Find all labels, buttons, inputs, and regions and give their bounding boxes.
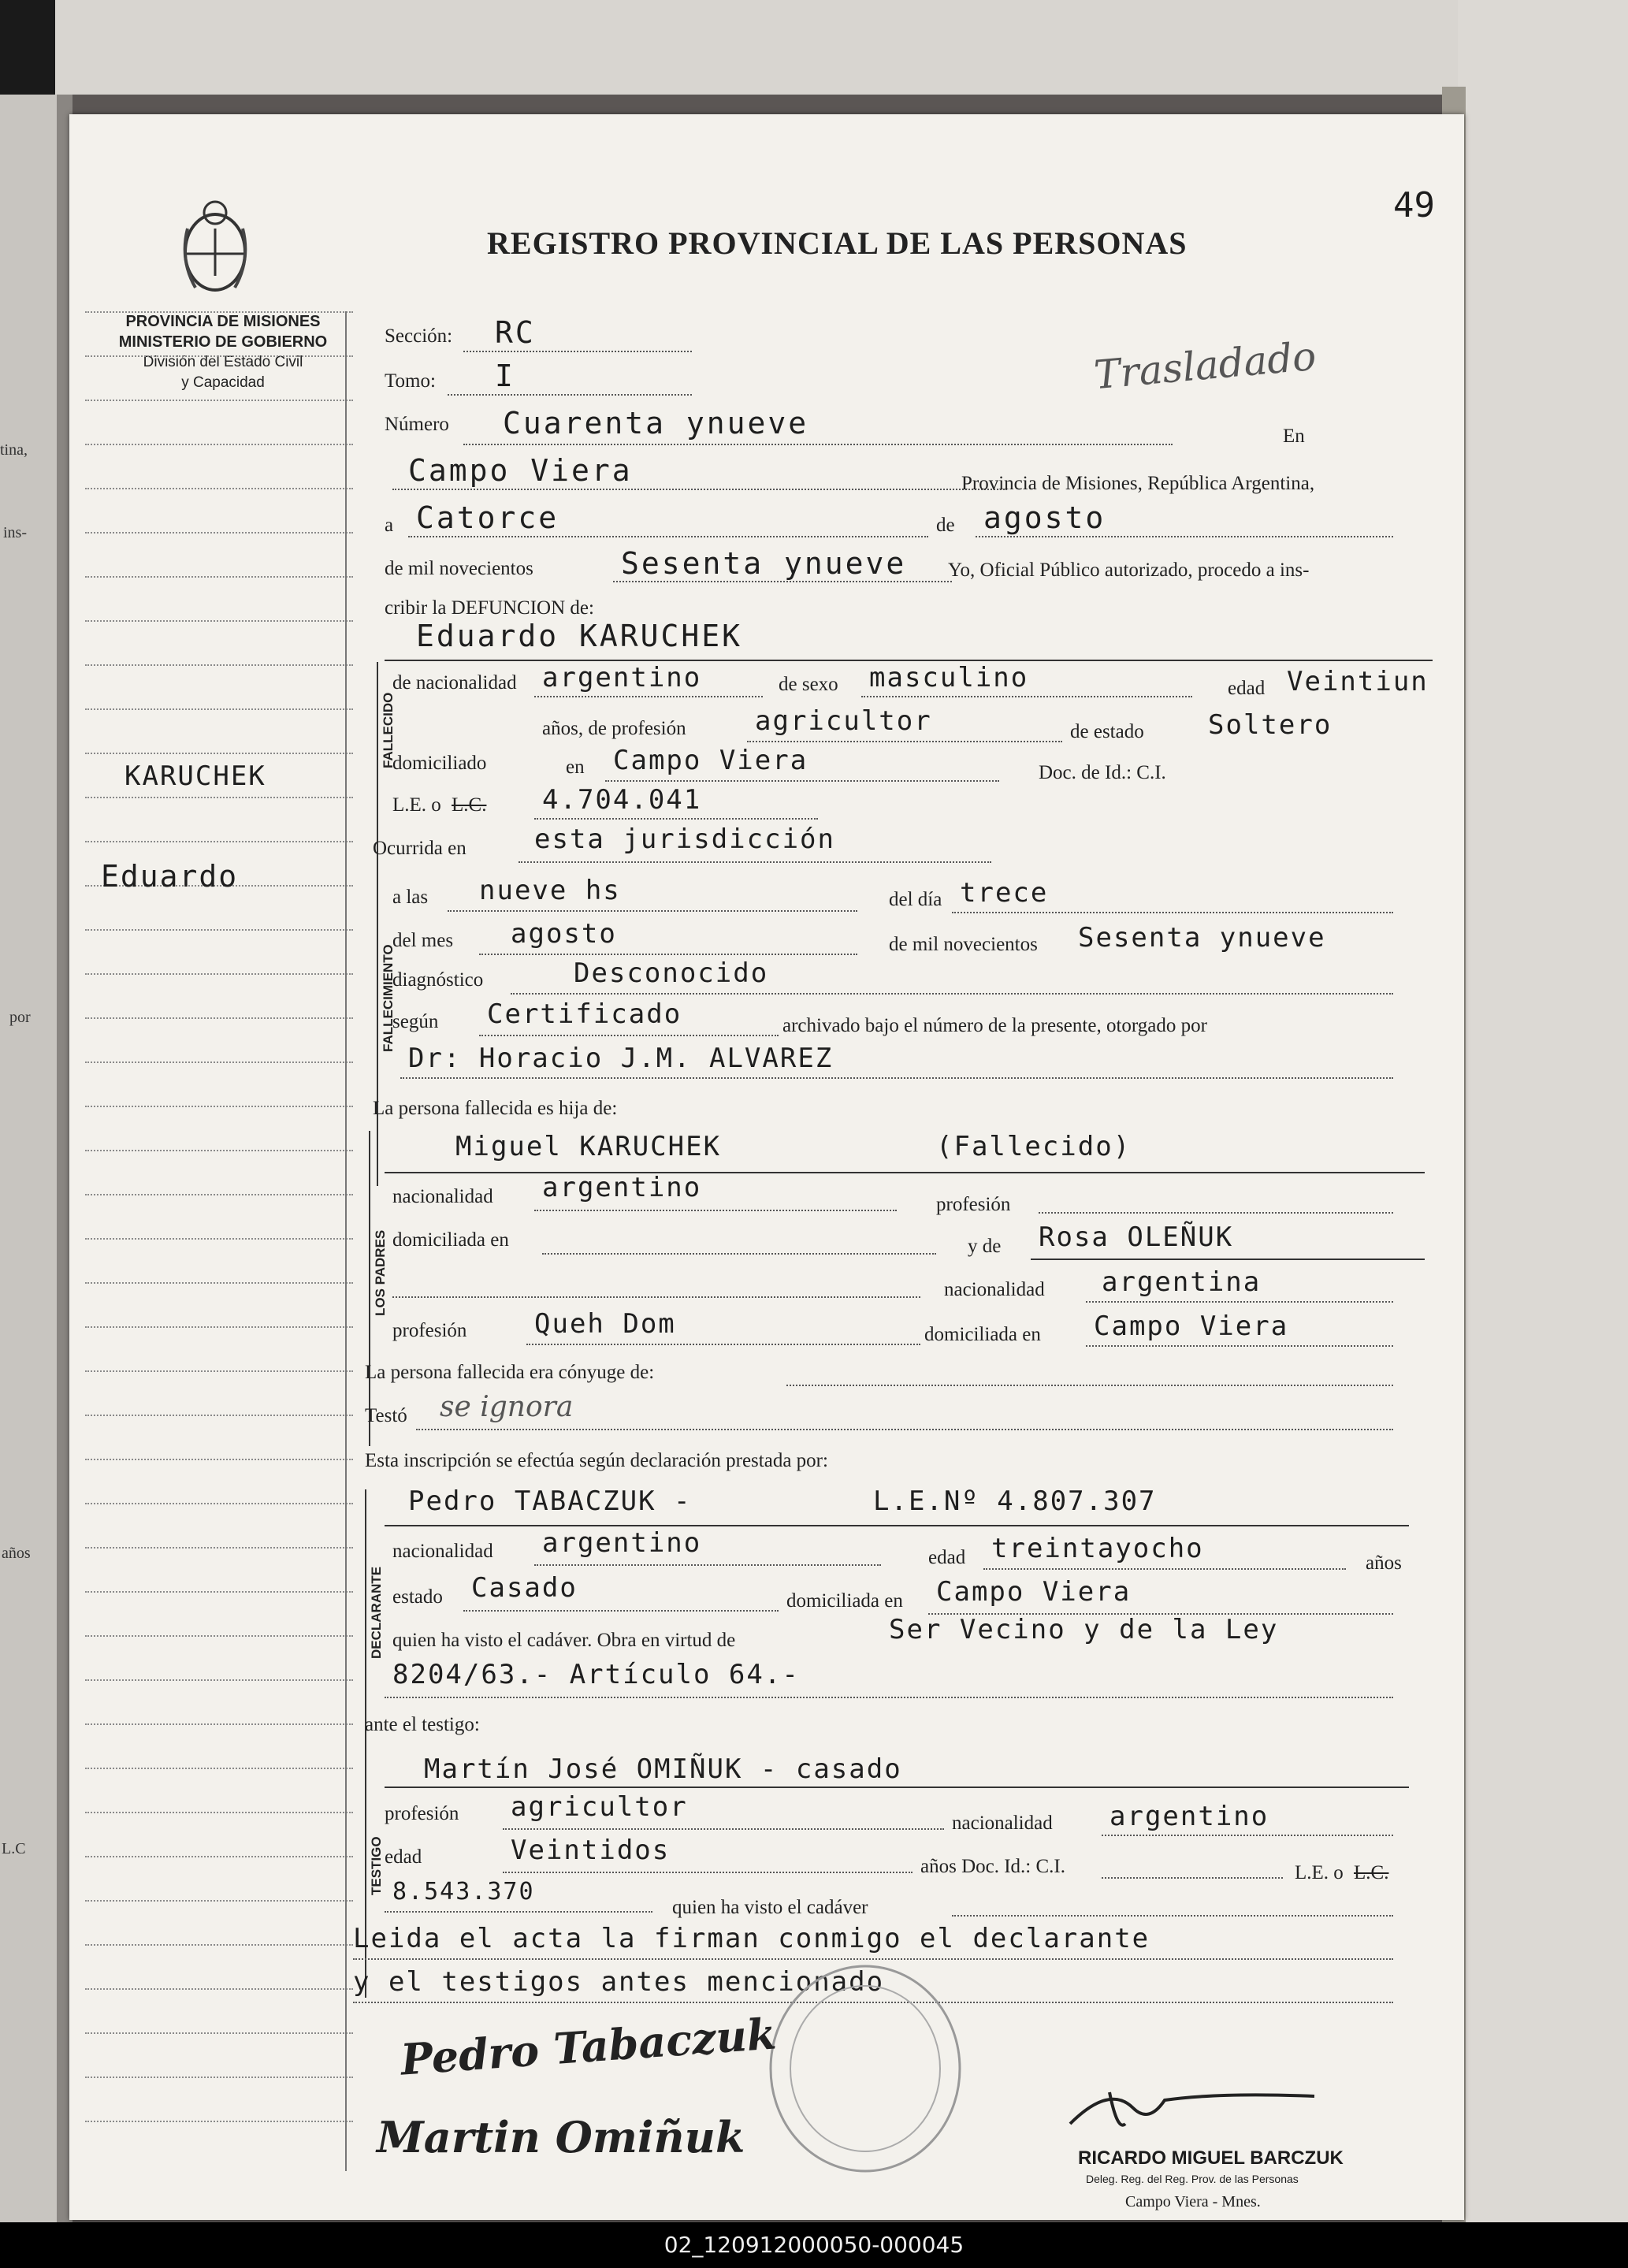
padre-nota: (Fallecido) bbox=[936, 1131, 1132, 1162]
anio-value: Sesenta ynueve bbox=[1078, 922, 1326, 954]
declarante-estado-label: estado bbox=[392, 1586, 443, 1608]
declarante-domiciliada-label: domiciliada en bbox=[786, 1590, 903, 1612]
mes-value: agosto bbox=[511, 918, 617, 950]
page-title: REGISTRO PROVINCIAL DE LAS PERSONAS bbox=[487, 225, 1188, 261]
domiciliado-label: domiciliado bbox=[392, 753, 487, 774]
margin-line bbox=[85, 841, 353, 842]
testigo-edad: Veintidos bbox=[511, 1835, 671, 1866]
declarante-domicilio: Campo Viera bbox=[936, 1576, 1132, 1608]
madre-domicilio-label: domiciliada en bbox=[924, 1324, 1041, 1345]
en-label: En bbox=[1283, 426, 1305, 447]
le-value: 4.704.041 bbox=[542, 784, 702, 816]
org-line: PROVINCIA DE MISIONES bbox=[125, 313, 321, 330]
declarante-nombre: Pedro TABACZUK - bbox=[408, 1485, 692, 1517]
y-de-label: y de bbox=[968, 1236, 1002, 1257]
ocurrida-value: esta jurisdicción bbox=[534, 824, 835, 855]
nacionalidad-label: de nacionalidad bbox=[392, 672, 517, 693]
edad-label: edad bbox=[1228, 678, 1266, 699]
testigo-edad-label: edad bbox=[385, 1846, 422, 1868]
inscribir-text: cribir la DEFUNCION de: bbox=[385, 597, 594, 619]
margin-line bbox=[85, 973, 353, 975]
org-line: y Capacidad bbox=[181, 374, 265, 391]
margin-line bbox=[85, 1326, 353, 1328]
margin-line bbox=[85, 1944, 353, 1946]
margin-line bbox=[85, 1150, 353, 1151]
madre-profesion-label: profesión bbox=[392, 1320, 467, 1341]
provincia-text: Provincia de Misiones, República Argentina, bbox=[961, 473, 1315, 494]
declarante-section-label: DECLARANTE bbox=[369, 1566, 384, 1659]
oficial-lugar: Campo Viera - Mnes. bbox=[1125, 2193, 1261, 2210]
diagnostico-value: Desconocido bbox=[574, 957, 769, 989]
stamp-trasladado: Trasladado bbox=[1092, 333, 1318, 399]
margin-line bbox=[85, 1194, 353, 1195]
margin-line bbox=[85, 1061, 353, 1063]
testigo-le-value: 8.543.370 bbox=[392, 1878, 535, 1905]
padres-section-label: LOS PADRES bbox=[373, 1229, 388, 1316]
medico-value: Dr: Horacio J.M. ALVAREZ bbox=[408, 1043, 834, 1074]
profesion-label: profesión bbox=[936, 1194, 1011, 1215]
padres-intro: La persona fallecida es hija de: bbox=[373, 1098, 618, 1119]
margin-line bbox=[85, 620, 353, 622]
left-fragment: años bbox=[2, 1545, 31, 1562]
margin-line bbox=[85, 753, 353, 754]
madre-profesion: Queh Dom bbox=[534, 1308, 676, 1340]
margin-line bbox=[85, 2077, 353, 2078]
nacionalidad-value: argentino bbox=[542, 662, 702, 693]
domicilio-value: Campo Viera bbox=[613, 745, 808, 776]
estado-value: Soltero bbox=[1208, 709, 1333, 741]
virtud-2: 8204/63.- Artículo 64.- bbox=[392, 1659, 800, 1690]
de-label: de bbox=[936, 515, 955, 536]
margin-line bbox=[85, 488, 353, 489]
org-line: División del Estado Civil bbox=[143, 354, 303, 370]
tomo-label: Tomo: bbox=[385, 370, 436, 392]
left-page-edge bbox=[0, 95, 57, 2222]
mes-value: agosto bbox=[983, 500, 1106, 535]
file-id-bar: 02_120912000050-000045 bbox=[0, 2222, 1628, 2268]
domiciliada-label: domiciliada en bbox=[392, 1229, 509, 1251]
nacionalidad-label: nacionalidad bbox=[392, 1186, 493, 1207]
madre-domicilio: Campo Viera bbox=[1094, 1311, 1289, 1342]
margin-line bbox=[85, 1635, 353, 1637]
margin-line bbox=[85, 1679, 353, 1681]
padre-nombre: Miguel KARUCHEK bbox=[455, 1131, 722, 1162]
doc-label: Doc. de Id.: C.I. bbox=[1039, 762, 1166, 783]
diagnostico-label: diagnóstico bbox=[392, 969, 484, 991]
sexo-value: masculino bbox=[869, 662, 1029, 693]
testo-label: Testó bbox=[365, 1405, 407, 1426]
margin-line bbox=[85, 355, 353, 357]
margin-line bbox=[85, 1547, 353, 1549]
margin-line bbox=[85, 1900, 353, 1902]
testigo-cadaver-text: quien ha visto el cadáver bbox=[672, 1897, 868, 1918]
del-dia-label: del día bbox=[889, 889, 942, 910]
testigo-section-label: TESTIGO bbox=[369, 1836, 384, 1895]
sexo-label: de sexo bbox=[779, 674, 838, 695]
cadaver-text: quien ha visto el cadáver. Obra en virtud de bbox=[392, 1630, 736, 1651]
margin-name: Eduardo bbox=[101, 859, 239, 894]
margin-line bbox=[85, 311, 353, 313]
numero-label: Número bbox=[385, 414, 449, 435]
cierre-linea-2: y el testigos antes mencionado bbox=[353, 1966, 885, 1998]
hora-value: nueve hs bbox=[479, 875, 621, 906]
madre-nacionalidad: argentina bbox=[1102, 1266, 1262, 1298]
fallecimiento-section-label: FALLECIMIENTO bbox=[381, 944, 396, 1052]
oficial-nombre: RICARDO MIGUEL BARCZUK bbox=[1078, 2147, 1344, 2169]
a-las-label: a las bbox=[392, 887, 429, 908]
conyuge-label: La persona fallecida era cónyuge de: bbox=[365, 1362, 655, 1383]
testigo-le-label: L.E. o bbox=[1295, 1862, 1344, 1883]
declarante-edad: treintayocho bbox=[991, 1533, 1204, 1564]
official-seal-icon bbox=[763, 1958, 968, 2179]
margin-line bbox=[85, 532, 353, 534]
archivado-text: archivado bajo el número de la presente, otorgado por bbox=[782, 1015, 1207, 1036]
margin-line bbox=[85, 1723, 353, 1725]
margin-line bbox=[85, 1856, 353, 1857]
margin-rule bbox=[345, 311, 347, 2171]
testigo-nombre: Martín José OMIÑUK - casado bbox=[424, 1753, 902, 1785]
le-label: L.E. o bbox=[392, 794, 441, 816]
madre-nacionalidad-label: nacionalidad bbox=[944, 1279, 1045, 1300]
org-block bbox=[101, 311, 345, 393]
numero-value: Cuarenta ynueve bbox=[503, 406, 809, 441]
declarante-nacionalidad-label: nacionalidad bbox=[392, 1541, 493, 1562]
testigo-nacionalidad-label: nacionalidad bbox=[952, 1813, 1053, 1834]
signature-oficial-icon bbox=[1062, 2077, 1322, 2140]
dia-value: Catorce bbox=[416, 500, 559, 535]
left-fragment: L.C bbox=[2, 1840, 26, 1857]
margin-line bbox=[85, 1415, 353, 1416]
margin-line bbox=[85, 1768, 353, 1769]
margin-line bbox=[85, 576, 353, 578]
margin-line bbox=[85, 1591, 353, 1593]
margin-line bbox=[85, 1459, 353, 1460]
left-fragment: ins- bbox=[3, 524, 27, 541]
margin-line bbox=[85, 797, 353, 798]
margin-line bbox=[85, 1503, 353, 1504]
seccion-label: Sección: bbox=[385, 325, 453, 347]
declarante-intro: Esta inscripción se efectúa según declaración prestada por: bbox=[365, 1450, 828, 1471]
anios-label: años bbox=[1366, 1552, 1402, 1574]
segun-value: Certificado bbox=[487, 998, 682, 1030]
margin-surname: KARUCHEK bbox=[125, 760, 266, 792]
estado-label: de estado bbox=[1070, 721, 1144, 742]
padre-nacionalidad: argentino bbox=[542, 1172, 702, 1203]
madre-nombre: Rosa OLEÑUK bbox=[1039, 1221, 1234, 1253]
oficial-cargo: Deleg. Reg. del Reg. Prov. de las Personas bbox=[1086, 2173, 1299, 2185]
seccion-value: RC bbox=[495, 315, 536, 350]
testigo-lc-struck: L.C. bbox=[1354, 1862, 1389, 1883]
declarante-estado: Casado bbox=[471, 1572, 578, 1604]
margin-line bbox=[85, 929, 353, 931]
lc-struck: L.C. bbox=[452, 794, 487, 816]
margin-line bbox=[85, 400, 353, 401]
virtud-1: Ser Vecino y de la Ley bbox=[889, 1614, 1279, 1645]
cierre-linea-1: Leida el acta la firman conmigo el declarante bbox=[353, 1923, 1150, 1954]
edad-value: Veintiun bbox=[1287, 666, 1429, 697]
segun-label: según bbox=[392, 1011, 439, 1032]
signature-declarante: Pedro Tabaczuk bbox=[399, 2008, 779, 2085]
del-mes-label: del mes bbox=[392, 930, 454, 951]
background-top bbox=[0, 0, 1628, 95]
signature-testigo: Martin Omiñuk bbox=[377, 2112, 745, 2162]
anio-label: de mil novecientos bbox=[889, 934, 1038, 955]
margin-line bbox=[85, 1812, 353, 1813]
left-fragment: por bbox=[9, 1009, 31, 1026]
tomo-value: I bbox=[495, 359, 515, 393]
en-label: en bbox=[566, 757, 585, 778]
margin-line bbox=[85, 2121, 353, 2122]
profesion-value: agricultor bbox=[755, 705, 932, 737]
margin-line bbox=[85, 1238, 353, 1240]
document-page bbox=[69, 114, 1464, 2220]
testigo-anios-doc-label: años Doc. Id.: C.I. bbox=[920, 1856, 1065, 1877]
declarante-le: L.E.Nº 4.807.307 bbox=[873, 1485, 1157, 1517]
left-fragment: tina, bbox=[0, 441, 28, 459]
margin-line bbox=[85, 708, 353, 710]
lugar-value: Campo Viera bbox=[408, 453, 633, 488]
declarante-edad-label: edad bbox=[928, 1547, 966, 1568]
margin-line bbox=[85, 444, 353, 445]
testo-value: se ignora bbox=[440, 1391, 574, 1423]
declarante-nacionalidad: argentino bbox=[542, 1527, 702, 1559]
margin-line bbox=[85, 1988, 353, 1990]
margin-line bbox=[85, 1106, 353, 1107]
fallecido-section-label: FALLECIDO bbox=[381, 692, 396, 768]
dia-value: trece bbox=[960, 877, 1049, 909]
ocurrida-label: Ocurrida en bbox=[373, 838, 466, 859]
margin-line bbox=[85, 1370, 353, 1372]
testigo-nacionalidad: argentino bbox=[1109, 1801, 1269, 1832]
anio-value: Sesenta ynueve bbox=[621, 546, 907, 581]
fallecido-nombre: Eduardo KARUCHEK bbox=[416, 619, 743, 653]
margin-line bbox=[85, 2032, 353, 2034]
margin-line bbox=[85, 1017, 353, 1019]
testigo-intro: ante el testigo: bbox=[365, 1714, 480, 1735]
page-number: 49 bbox=[1393, 185, 1435, 225]
margin-line bbox=[85, 1282, 353, 1284]
org-line: MINISTERIO DE GOBIERNO bbox=[118, 333, 328, 351]
anios-profesion-label: años, de profesión bbox=[542, 718, 686, 739]
background-right bbox=[1458, 0, 1628, 2268]
testigo-profesion-label: profesión bbox=[385, 1803, 459, 1824]
coat-of-arms-icon bbox=[180, 181, 251, 299]
oficial-text: Yo, Oficial Público autorizado, procedo a ins- bbox=[948, 560, 1310, 581]
testigo-profesion: agricultor bbox=[511, 1791, 688, 1823]
anio-label: de mil novecientos bbox=[385, 558, 533, 579]
a-label: a bbox=[385, 515, 394, 536]
margin-line bbox=[85, 664, 353, 666]
